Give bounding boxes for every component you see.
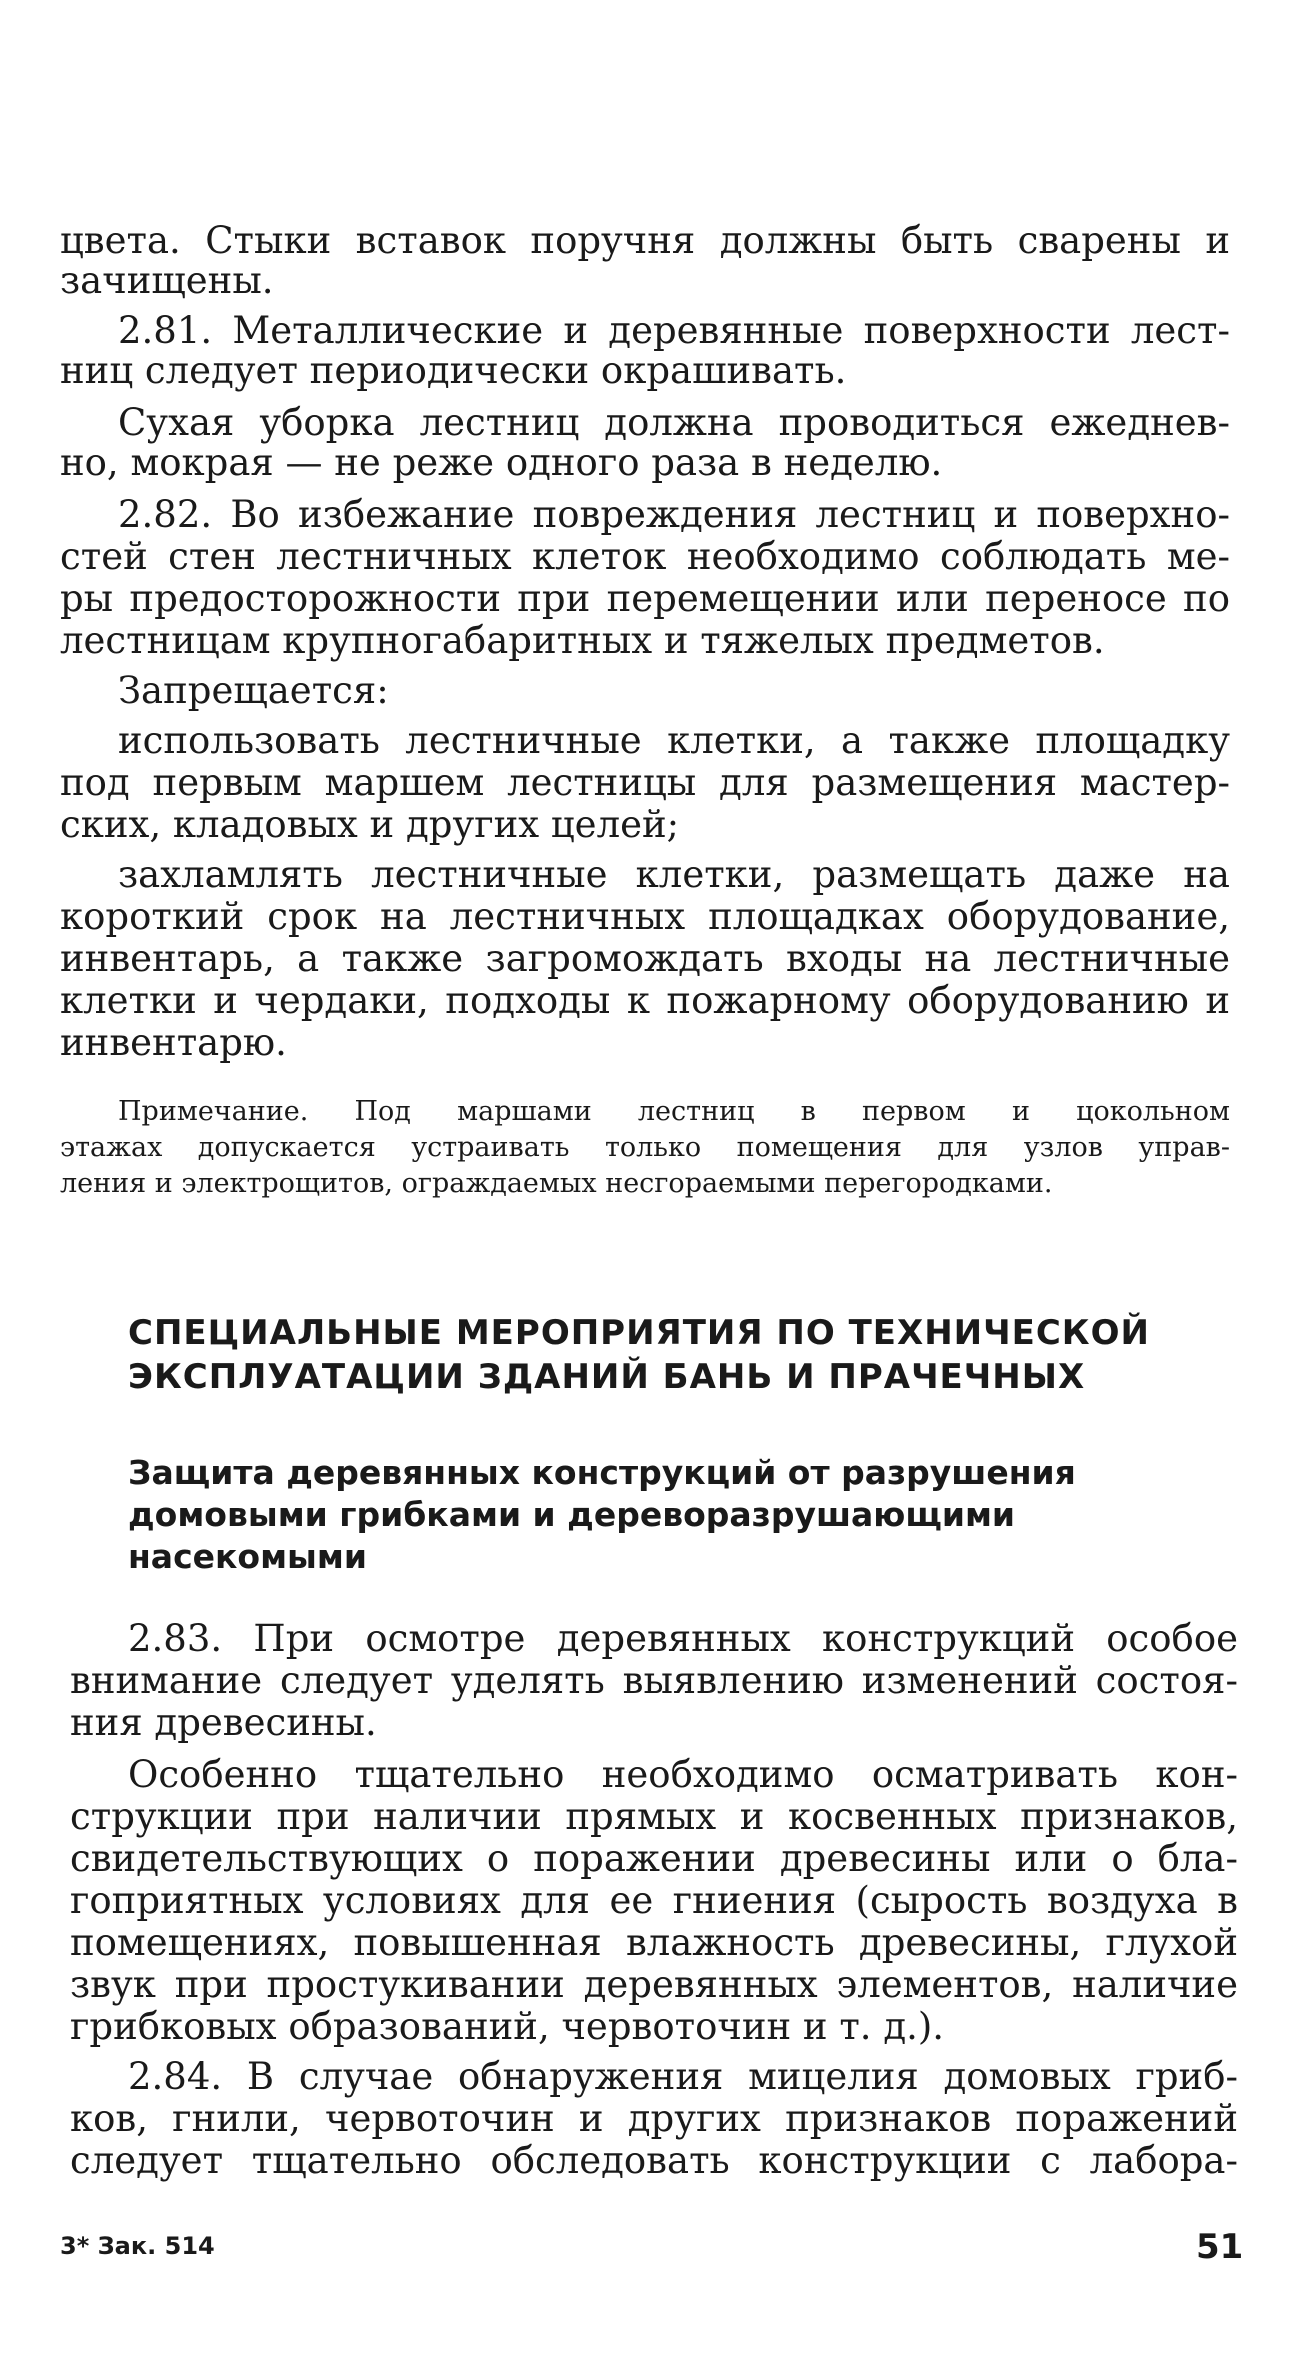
text-line: 2.84. В случае обнаружения мицелия домовых гриб- [128,2055,1238,2098]
text-line: ков, гнили, червоточин и других признаков поражений [70,2097,1238,2140]
footer-print-info: 3* Зак. 514 [60,2232,215,2260]
text-line: зачищены. [60,259,274,302]
section-heading: СПЕЦИАЛЬНЫЕ МЕРОПРИЯТИЯ ПО ТЕХНИЧЕСКОЙ [128,1313,1150,1353]
note-line: ления и электрощитов, ограждаемых несгораемыми перегородками. [60,1168,1053,1199]
text-line: стей стен лестничных клеток необходимо соблюдать ме- [60,535,1230,578]
text-line: использовать лестничные клетки, а также площадку [118,719,1230,762]
text-line: 2.83. При осмотре деревянных конструкций особое [128,1617,1238,1660]
text-line: Запрещается: [118,669,389,712]
subsection-heading: домовыми грибками и дереворазрушающими [128,1495,1016,1534]
text-line: Сухая уборка лестниц должна проводиться ежеднев- [118,401,1230,444]
text-line: гоприятных условиях для ее гниения (сырость воздуха в [70,1879,1238,1922]
text-line: Особенно тщательно необходимо осматривать кон- [128,1753,1238,1796]
text-line: ских, кладовых и других целей; [60,803,680,846]
text-line: короткий срок на лестничных площадках оборудование, [60,895,1230,938]
text-line: звук при простукивании деревянных элементов, наличие [70,1963,1238,2006]
text-line: но, мокрая — не реже одного раза в неделю. [60,441,943,484]
text-line: струкции при наличии прямых и косвенных признаков, [70,1795,1238,1838]
text-line: под первым маршем лестницы для размещения мастер- [60,761,1230,804]
text-line: помещениях, повышенная влажность древесины, глухой [70,1921,1238,1964]
section-heading: ЭКСПЛУАТАЦИИ ЗДАНИЙ БАНЬ И ПРАЧЕЧНЫХ [128,1357,1086,1397]
text-line: внимание следует уделять выявлению изменений состоя- [70,1659,1238,1702]
text-line: инвентарю. [60,1021,287,1064]
text-line: клетки и чердаки, подходы к пожарному оборудованию и [60,979,1230,1022]
text-line: инвентарь, а также загромождать входы на лестничные [60,937,1230,980]
text-line: лестницам крупногабаритных и тяжелых предметов. [60,619,1105,662]
text-line: свидетельствующих о поражении древесины или о бла- [70,1837,1238,1880]
text-line: ры предосторожности при перемещении или переносе по [60,577,1230,620]
text-line: захламлять лестничные клетки, размещать даже на [118,853,1230,896]
subsection-heading: насекомыми [128,1537,367,1576]
text-line: 2.82. Во избежание повреждения лестниц и поверхно- [118,493,1230,536]
text-line: грибковых образований, червоточин и т. д.). [70,2005,945,2048]
note-line: этажах допускается устраивать только помещения для узлов управ- [60,1132,1230,1163]
subsection-heading: Защита деревянных конструкций от разрушения [128,1453,1076,1492]
text-line: ния древесины. [70,1701,377,1744]
text-line: следует тщательно обследовать конструкции с лабора- [70,2139,1238,2182]
note-line: Примечание. Под маршами лестниц в первом и цокольном [118,1096,1230,1127]
text-line: ниц следует периодически окрашивать. [60,349,847,392]
text-line: 2.81. Металлические и деревянные поверхности лест- [118,309,1230,352]
text-line: цвета. Стыки вставок поручня должны быть сварены и [60,219,1230,262]
page-number: 51 [1196,2227,1244,2267]
